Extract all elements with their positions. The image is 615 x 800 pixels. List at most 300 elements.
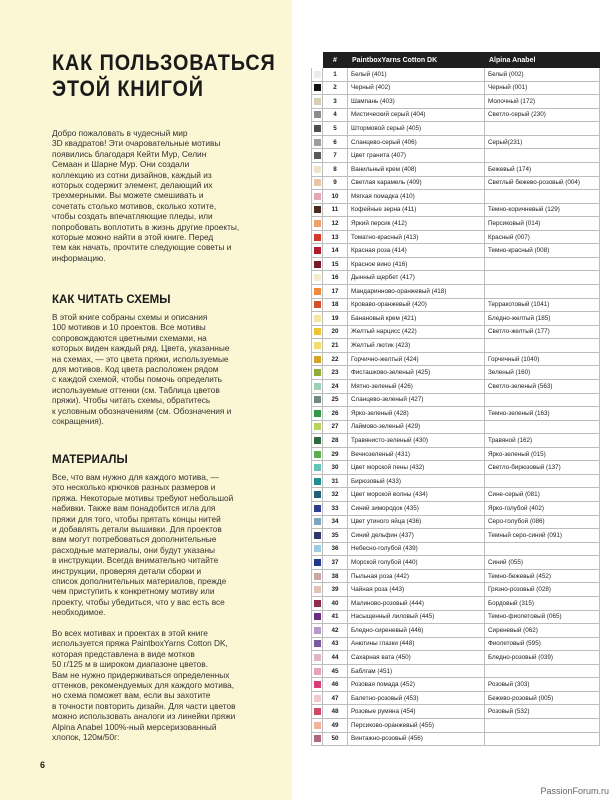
table-row [312, 203, 600, 217]
row-number: 14 [323, 244, 348, 258]
swatch-square [314, 532, 321, 539]
row-number: 25 [323, 393, 348, 407]
alpina-color-name [485, 149, 600, 163]
swatch-square [314, 356, 321, 363]
table-row [312, 610, 600, 624]
color-swatch [312, 515, 323, 529]
row-number: 21 [323, 339, 348, 353]
table-row [312, 108, 600, 122]
color-swatch [312, 217, 323, 231]
table-header-row [312, 53, 600, 68]
swatch-square [314, 410, 321, 417]
color-swatch [312, 379, 323, 393]
row-number: 2 [323, 81, 348, 95]
swatch-square [314, 166, 321, 173]
swatch-square [314, 668, 321, 675]
paintbox-color-name: Пыльная роза (442) [348, 569, 485, 583]
swatch-square [314, 613, 321, 620]
color-swatch [312, 393, 323, 407]
table-row [312, 719, 600, 733]
table-row [312, 664, 600, 678]
paintbox-color-name: Шампань (403) [348, 95, 485, 109]
paintbox-color-name: Черный (402) [348, 81, 485, 95]
paintbox-color-name: Персиково-оранжевый (455) [348, 719, 485, 733]
paintbox-color-name: Томатно-красный (413) [348, 230, 485, 244]
alpina-color-name [485, 542, 600, 556]
color-swatch [312, 678, 323, 692]
color-swatch [312, 244, 323, 258]
alpina-color-name: Темно-бежевый (452) [485, 569, 600, 583]
swatch-square [314, 301, 321, 308]
alpina-color-name: Розовый (303) [485, 678, 600, 692]
table-row [312, 678, 600, 692]
row-number: 4 [323, 108, 348, 122]
paintbox-color-name: Цвет морской волны (434) [348, 488, 485, 502]
alpina-color-name: Темно-зеленый (163) [485, 407, 600, 421]
table-row [312, 461, 600, 475]
swatch-square [314, 328, 321, 335]
row-number: 27 [323, 420, 348, 434]
alpina-color-name: Грязно-розовый (028) [485, 583, 600, 597]
paintbox-color-name: Цвет морской пены (432) [348, 461, 485, 475]
color-swatch [312, 691, 323, 705]
swatch-square [314, 234, 321, 241]
swatch-square [314, 695, 321, 702]
paintbox-color-name: Мандаринново-оранжевый (418) [348, 285, 485, 299]
alpina-header: Alpina Anabel [485, 53, 600, 68]
table-row [312, 651, 600, 665]
color-swatch [312, 434, 323, 448]
swatch-square [314, 84, 321, 91]
table-row [312, 176, 600, 190]
paintbox-color-name: Яркий персик (412) [348, 217, 485, 231]
row-number: 29 [323, 447, 348, 461]
paintbox-color-name: Желтый нарцисс (422) [348, 325, 485, 339]
swatch-square [314, 491, 321, 498]
alpina-color-name: Светло-желтый (177) [485, 325, 600, 339]
table-row [312, 529, 600, 543]
row-number: 13 [323, 230, 348, 244]
alpina-color-name [485, 664, 600, 678]
color-swatch [312, 257, 323, 271]
swatch-square [314, 98, 321, 105]
table-row [312, 569, 600, 583]
row-number: 24 [323, 379, 348, 393]
paintbox-color-name: Сланцево-зеленый (427) [348, 393, 485, 407]
row-number: 26 [323, 407, 348, 421]
page-number: 6 [40, 760, 46, 770]
swatch-square [314, 247, 321, 254]
table-row [312, 434, 600, 448]
alpina-color-name: Фиолетовый (595) [485, 637, 600, 651]
alpina-color-name: Темный серо-синий (091) [485, 529, 600, 543]
paintbox-color-name: Мистический серый (404) [348, 108, 485, 122]
alpina-color-name [485, 285, 600, 299]
alpina-color-name: Светло-зеленый (563) [485, 379, 600, 393]
color-swatch [312, 81, 323, 95]
swatch-square [314, 464, 321, 471]
color-swatch [312, 352, 323, 366]
table-row [312, 556, 600, 570]
table-row [312, 447, 600, 461]
alpina-color-name: Ярко-зеленый (015) [485, 447, 600, 461]
table-row [312, 271, 600, 285]
paintbox-color-name: Белый (401) [348, 68, 485, 82]
row-number: 44 [323, 651, 348, 665]
table-row [312, 122, 600, 136]
alpina-color-name: Горчичный (1040) [485, 352, 600, 366]
alpina-color-name: Зеленый (160) [485, 366, 600, 380]
swatch-square [314, 437, 321, 444]
color-swatch [312, 149, 323, 163]
section-text-schemes: В этой книге собраны схемы и описания 100 мотивов и 10 проектов. Все мотивы сопровождаются цветными схемами, на которых виден каждый ряд. Цвета, указанные на схемах, — это цвета пряжи, используемые для мотивов. Код цвета расположен рядом с каждой схемой, чтобы помочь определить используемые оттенки (см. Таблица цветов пряжи). Чтобы читать схемы, обратитесь к условным обозначениям (см. Обозначения и сокращения). [52, 312, 232, 427]
alpina-color-name: Темно-красный (008) [485, 244, 600, 258]
paintbox-color-name: Морской голубой (440) [348, 556, 485, 570]
color-swatch [312, 271, 323, 285]
paintbox-color-name: Цвет гранита (407) [348, 149, 485, 163]
color-swatch [312, 556, 323, 570]
alpina-color-name: Ярко-голубой (402) [485, 502, 600, 516]
color-swatch [312, 705, 323, 719]
paintbox-color-name: Небесно-голубой (439) [348, 542, 485, 556]
section-text-yarn: Во всех мотивах и проектах в этой книге используется пряжа PaintboxYarns Cotton DK, которая представлена в виде мотков 50 г/125 м в широком диапазоне цветов. Вам не нужно придерживаться определенных оттенков, рекомендуемых для каждого мотива, но схема поможет вам, если вы захотите в точности повторить дизайн. Для части цветов можно использовать аналоги из линейки пряжи Alpina Anabel 100%-ный мерсеризованный хлопок, 120м/50г: [52, 628, 236, 743]
swatch-square [314, 274, 321, 281]
paintbox-color-name: Лаймово-зеленый (429) [348, 420, 485, 434]
table-row [312, 257, 600, 271]
table-row [312, 502, 600, 516]
swatch-square [314, 478, 321, 485]
paintbox-color-name: Красное вино (416) [348, 257, 485, 271]
paintbox-color-name: Чайная роза (443) [348, 583, 485, 597]
color-swatch [312, 596, 323, 610]
table-row [312, 379, 600, 393]
color-swatch [312, 285, 323, 299]
row-number: 5 [323, 122, 348, 136]
row-number: 30 [323, 461, 348, 475]
alpina-color-name: Светло-бирюзовый (137) [485, 461, 600, 475]
table-row [312, 691, 600, 705]
swatch-square [314, 722, 321, 729]
alpina-color-name: Бледно-желтый (185) [485, 312, 600, 326]
swatch-square [314, 369, 321, 376]
alpina-color-name [485, 190, 600, 204]
table-row [312, 81, 600, 95]
color-swatch [312, 529, 323, 543]
alpina-color-name [485, 420, 600, 434]
paintbox-color-name: Банановый крем (421) [348, 312, 485, 326]
paintbox-color-name: Вечнозеленый (431) [348, 447, 485, 461]
yarn-color-table [311, 52, 600, 746]
swatch-square [314, 681, 321, 688]
color-swatch [312, 569, 323, 583]
color-swatch [312, 176, 323, 190]
row-number: 49 [323, 719, 348, 733]
paintbox-color-name: Балетно-розовый (453) [348, 691, 485, 705]
paintbox-color-name: Красная роза (414) [348, 244, 485, 258]
swatch-square [314, 288, 321, 295]
table-row [312, 596, 600, 610]
color-swatch [312, 624, 323, 638]
alpina-color-name: Бежево-розовый (005) [485, 691, 600, 705]
paintbox-color-name: Горчично-желтый (424) [348, 352, 485, 366]
row-number: 10 [323, 190, 348, 204]
swatch-square [314, 179, 321, 186]
paintbox-color-name: Розовые румяна (454) [348, 705, 485, 719]
table-row [312, 732, 600, 746]
row-number: 8 [323, 162, 348, 176]
row-number: 15 [323, 257, 348, 271]
color-swatch [312, 230, 323, 244]
swatch-square [314, 193, 321, 200]
table-row [312, 149, 600, 163]
table-row [312, 244, 600, 258]
row-number: 38 [323, 569, 348, 583]
swatch-square [314, 71, 321, 78]
row-number: 19 [323, 312, 348, 326]
color-swatch [312, 420, 323, 434]
alpina-color-name: Персиковый (014) [485, 217, 600, 231]
swatch-square [314, 505, 321, 512]
watermark: PassionForum.ru [540, 786, 609, 796]
swatch-square [314, 125, 321, 132]
alpina-color-name: Светло-серый (230) [485, 108, 600, 122]
alpina-color-name: Черный (001) [485, 81, 600, 95]
color-swatch [312, 719, 323, 733]
table-row [312, 339, 600, 353]
table-row [312, 420, 600, 434]
color-swatch [312, 68, 323, 82]
color-swatch [312, 135, 323, 149]
swatch-square [314, 111, 321, 118]
table-row [312, 515, 600, 529]
swatch-square [314, 573, 321, 580]
swatch-header [312, 53, 323, 68]
paintbox-header: PaintboxYarns Cotton DK [348, 53, 485, 68]
swatch-square [314, 220, 321, 227]
row-number: 22 [323, 352, 348, 366]
paintbox-color-name: Синий дельфин (437) [348, 529, 485, 543]
alpina-color-name: Темно-коричневый (129) [485, 203, 600, 217]
table-row [312, 583, 600, 597]
table-row [312, 162, 600, 176]
table-row [312, 637, 600, 651]
number-header: # [323, 53, 348, 68]
swatch-square [314, 600, 321, 607]
row-number: 48 [323, 705, 348, 719]
table-row [312, 624, 600, 638]
paintbox-color-name: Ванильный крем (408) [348, 162, 485, 176]
paintbox-color-name: Желтый лютик (423) [348, 339, 485, 353]
row-number: 36 [323, 542, 348, 556]
swatch-square [314, 206, 321, 213]
paintbox-color-name: Штормовой серый (405) [348, 122, 485, 136]
swatch-square [314, 545, 321, 552]
swatch-square [314, 315, 321, 322]
table-row [312, 135, 600, 149]
color-swatch [312, 108, 323, 122]
table-row [312, 230, 600, 244]
swatch-square [314, 261, 321, 268]
row-number: 41 [323, 610, 348, 624]
color-swatch [312, 651, 323, 665]
row-number: 28 [323, 434, 348, 448]
row-number: 32 [323, 488, 348, 502]
paintbox-color-name: Насыщенный лиловый (445) [348, 610, 485, 624]
color-swatch [312, 474, 323, 488]
table-row [312, 95, 600, 109]
row-number: 16 [323, 271, 348, 285]
table-row [312, 407, 600, 421]
alpina-color-name: Красный (007) [485, 230, 600, 244]
alpina-color-name: Светлый бежево-розовый (004) [485, 176, 600, 190]
alpina-color-name: Серо-голубой (086) [485, 515, 600, 529]
row-number: 3 [323, 95, 348, 109]
paintbox-color-name: Синий зимородок (435) [348, 502, 485, 516]
color-swatch [312, 447, 323, 461]
table-row [312, 312, 600, 326]
alpina-color-name [485, 719, 600, 733]
swatch-square [314, 518, 321, 525]
color-swatch [312, 298, 323, 312]
paintbox-color-name: Мягкая помадка (410) [348, 190, 485, 204]
alpina-color-name: Молочный (172) [485, 95, 600, 109]
alpina-color-name: Бледно-розовый (039) [485, 651, 600, 665]
color-swatch [312, 95, 323, 109]
color-swatch [312, 122, 323, 136]
paintbox-color-name: Ярко-зеленый (428) [348, 407, 485, 421]
table-row [312, 352, 600, 366]
color-swatch [312, 664, 323, 678]
color-swatch [312, 461, 323, 475]
table-row [312, 366, 600, 380]
alpina-color-name [485, 122, 600, 136]
paintbox-color-name: Винтажно-розовый (456) [348, 732, 485, 746]
table-row [312, 705, 600, 719]
row-number: 45 [323, 664, 348, 678]
swatch-square [314, 396, 321, 403]
color-swatch [312, 162, 323, 176]
row-number: 23 [323, 366, 348, 380]
paintbox-color-name: Малиново-розовый (444) [348, 596, 485, 610]
row-number: 43 [323, 637, 348, 651]
row-number: 34 [323, 515, 348, 529]
paintbox-color-name: Розовая помада (452) [348, 678, 485, 692]
paintbox-color-name: Травянисто-зеленый (430) [348, 434, 485, 448]
swatch-square [314, 627, 321, 634]
row-number: 37 [323, 556, 348, 570]
alpina-color-name: Темно-фиолетовый (065) [485, 610, 600, 624]
table-body [312, 68, 600, 746]
row-number: 9 [323, 176, 348, 190]
row-number: 18 [323, 298, 348, 312]
table-row [312, 190, 600, 204]
section-text-materials: Все, что вам нужно для каждого мотива, — это несколько крючков разных размеров и пряжа. Некоторые мотивы требуют небольшой набивки. Также вам понадобится игла для пряжи для того, чтобы прятать концы нитей и добавлять детали вышивки. Для проектов вам могут потребоваться дополнительные расходные материалы, они будут указаны в инструкции. Всегда внимательно читайте инструкции, проверяя детали сборки и список дополнительных материалов, прежде чем приступить к конкретному мотиву или проекту, чтобы убедиться, что у вас есть все необходимое. [52, 472, 234, 618]
paintbox-color-name: Кофейные зерна (411) [348, 203, 485, 217]
paintbox-color-name: Кроваво-оранжевый (420) [348, 298, 485, 312]
color-swatch [312, 325, 323, 339]
color-swatch [312, 190, 323, 204]
color-swatch [312, 407, 323, 421]
swatch-square [314, 640, 321, 647]
row-number: 1 [323, 68, 348, 82]
paintbox-color-name: Бирюзовый (433) [348, 474, 485, 488]
alpina-color-name: Травяной (162) [485, 434, 600, 448]
row-number: 39 [323, 583, 348, 597]
row-number: 47 [323, 691, 348, 705]
alpina-color-name [485, 271, 600, 285]
row-number: 11 [323, 203, 348, 217]
row-number: 31 [323, 474, 348, 488]
section-heading-materials: МАТЕРИАЛЫ [52, 454, 128, 466]
paintbox-color-name: Сахарная вата (450) [348, 651, 485, 665]
paintbox-color-name: Фисташково-зеленый (425) [348, 366, 485, 380]
table-row [312, 393, 600, 407]
paintbox-color-name: Дынный щербет (417) [348, 271, 485, 285]
table-row [312, 285, 600, 299]
row-number: 46 [323, 678, 348, 692]
color-swatch [312, 732, 323, 746]
paintbox-color-name: Баблгам (451) [348, 664, 485, 678]
swatch-square [314, 383, 321, 390]
swatch-square [314, 423, 321, 430]
swatch-square [314, 451, 321, 458]
alpina-color-name: Терракотовый (1041) [485, 298, 600, 312]
row-number: 42 [323, 624, 348, 638]
paintbox-color-name: Светлая карамель (409) [348, 176, 485, 190]
section-heading-schemes: КАК ЧИТАТЬ СХЕМЫ [52, 294, 171, 306]
row-number: 17 [323, 285, 348, 299]
alpina-color-name: Бежевый (174) [485, 162, 600, 176]
swatch-square [314, 139, 321, 146]
swatch-square [314, 708, 321, 715]
color-swatch [312, 339, 323, 353]
color-swatch [312, 637, 323, 651]
table-row [312, 488, 600, 502]
intro-text: Добро пожаловать в чудесный мир 3D квадратов! Эти очаровательные мотивы появились благодаря Кейти Мур, Селин Семаан и Шарне Мур. Они создали коллекцию из сотни дизайнов, каждый из которых содержит элемент, делающий их трехмерными. Вы можете смешивать и сочетать столько мотивов, сколько хотите, чтобы создать впечатляющие пледы, или попробовать воплотить в жизнь другие проекты, которые можно найти в этой книге. Перед тем как начать, прочтите следующие советы и информацию. [52, 128, 240, 263]
row-number: 33 [323, 502, 348, 516]
color-swatch [312, 502, 323, 516]
table-row [312, 325, 600, 339]
alpina-color-name [485, 257, 600, 271]
alpina-color-name [485, 474, 600, 488]
color-swatch [312, 203, 323, 217]
color-swatch [312, 366, 323, 380]
row-number: 7 [323, 149, 348, 163]
color-swatch [312, 583, 323, 597]
alpina-color-name: Бордовый (315) [485, 596, 600, 610]
swatch-square [314, 342, 321, 349]
swatch-square [314, 152, 321, 159]
swatch-square [314, 586, 321, 593]
row-number: 50 [323, 732, 348, 746]
color-swatch [312, 312, 323, 326]
row-number: 20 [323, 325, 348, 339]
swatch-square [314, 559, 321, 566]
page-title: КАК ПОЛЬЗОВАТЬСЯ ЭТОЙ КНИГОЙ [52, 50, 276, 101]
color-swatch [312, 610, 323, 624]
alpina-color-name: Белый (002) [485, 68, 600, 82]
row-number: 12 [323, 217, 348, 231]
paintbox-color-name: Бледно-сиреневый (446) [348, 624, 485, 638]
table-row [312, 298, 600, 312]
alpina-color-name [485, 339, 600, 353]
table-row [312, 217, 600, 231]
paintbox-color-name: Сланцево-серый (406) [348, 135, 485, 149]
table-row [312, 68, 600, 82]
paintbox-color-name: Мятно-зеленый (426) [348, 379, 485, 393]
color-swatch [312, 542, 323, 556]
paintbox-color-name: Анютины глазки (448) [348, 637, 485, 651]
